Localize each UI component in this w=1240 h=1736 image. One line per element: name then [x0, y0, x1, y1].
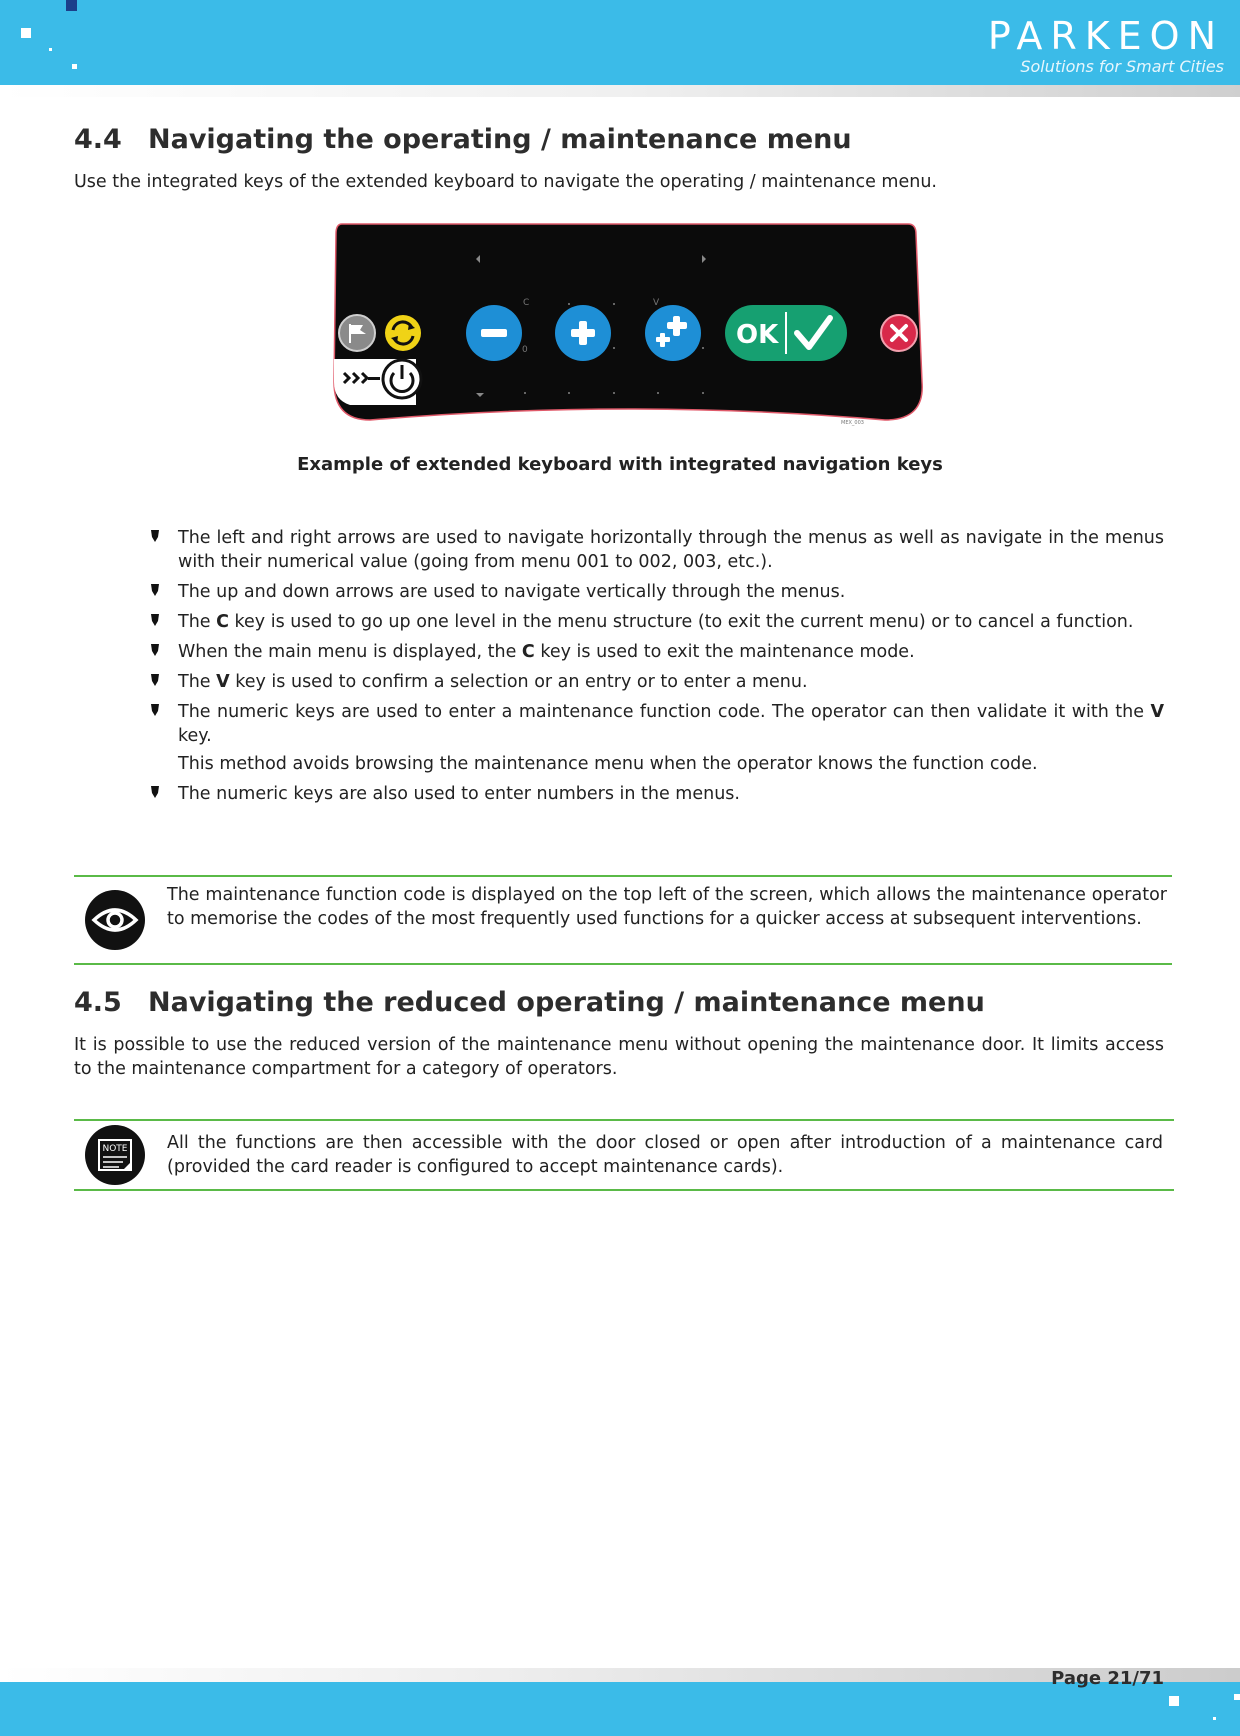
- decor-square: [49, 48, 52, 51]
- bullet-icon: [150, 673, 160, 687]
- key-name: C: [216, 612, 229, 632]
- bullet-icon: [150, 529, 160, 543]
- key-name: C: [521, 642, 535, 662]
- eye-icon: [85, 890, 145, 950]
- page-header-band: [0, 0, 1240, 85]
- bullet-text: The numeric keys are used to enter a maintenance function code. The operator can then validate it with the: [178, 702, 1151, 722]
- bullet-icon: [150, 583, 160, 597]
- bullet-text: The: [178, 672, 217, 692]
- section-heading-4-4: [74, 124, 852, 155]
- bullet-icon: [150, 613, 160, 627]
- continuation-text: This method avoids browsing the maintenance menu when the operator knows the function code.: [178, 754, 1038, 774]
- cancel-key-icon: [881, 315, 917, 351]
- list-item: [150, 782, 1164, 806]
- note-icon: [85, 1125, 145, 1185]
- list-item: [150, 580, 1164, 604]
- decor-square: [1169, 1696, 1179, 1706]
- section-number: 4.4: [74, 124, 122, 155]
- key-v-label: V: [653, 298, 660, 308]
- list-item: [150, 526, 1164, 574]
- bullet-text: The left and right arrows are used to navigate horizontally through the menus as well as navigate in the menus with their numerical value (going from menu 001 to 002, 003, etc.).: [178, 528, 1164, 572]
- bullet-icon: [150, 643, 160, 657]
- bullet-icon: [150, 703, 160, 717]
- section-intro: It is possible to use the reduced version of the maintenance menu without opening the maintenance door. It limits access to the maintenance compartment for a category of operators.: [74, 1035, 1164, 1079]
- bullet-text: key is used to exit the maintenance mode.: [534, 642, 915, 662]
- section-number: 4.5: [74, 987, 122, 1018]
- double-plus-key-icon: [645, 305, 701, 361]
- note-text: All the functions are then accessible with the door closed or open after introduction of a maintenance card (provided the card reader is configured to accept maintenance cards).: [167, 1133, 1163, 1177]
- key-name: V: [216, 672, 230, 692]
- logo-wordmark: PARKEON: [987, 14, 1224, 58]
- page-number: Page 21/71: [1051, 1668, 1164, 1689]
- note-icon-label: NOTE: [102, 1144, 128, 1154]
- decor-square: [66, 0, 77, 11]
- bullet-text: The up and down arrows are used to navigate vertically through the menus.: [178, 582, 846, 602]
- list-item: [150, 670, 1164, 694]
- ok-label: OK: [736, 320, 779, 350]
- decor-square: [1234, 1694, 1240, 1700]
- section-title: Navigating the operating / maintenance menu: [148, 124, 852, 155]
- bullet-icon: [150, 785, 160, 799]
- bullet-text: key is used to confirm a selection or an entry or to enter a menu.: [229, 672, 808, 692]
- refresh-icon: [385, 315, 421, 351]
- bullet-text: The numeric keys are also used to enter numbers in the menus.: [178, 784, 740, 804]
- callout-note: [74, 1119, 1174, 1191]
- bullet-text: key is used to go up one level in the menu structure (to exit the current menu) or to cancel a function.: [228, 612, 1134, 632]
- header-gray-strip: [0, 85, 1240, 97]
- figure-caption: Example of extended keyboard with integrated navigation keys: [297, 454, 943, 475]
- extended-keyboard-figure: [330, 222, 925, 426]
- list-item: [150, 640, 1164, 664]
- section-intro: Use the integrated keys of the extended keyboard to navigate the operating / maintenance menu.: [74, 172, 937, 192]
- callout-eye: [74, 875, 1172, 965]
- key-name: V: [1150, 702, 1164, 722]
- bullet-list: [150, 526, 1164, 812]
- section-heading-4-5: [74, 987, 985, 1018]
- key-zero-label: 0: [522, 345, 528, 355]
- list-item: [150, 700, 1164, 748]
- figure-ref-code: MEX_003: [841, 420, 864, 426]
- bullet-text: When the main menu is displayed, the: [178, 642, 522, 662]
- page-footer-band: [0, 1682, 1240, 1736]
- decor-square: [1213, 1717, 1216, 1720]
- power-icon: [383, 360, 421, 398]
- decor-square: [21, 28, 31, 38]
- section-title: Navigating the reduced operating / maintenance menu: [148, 987, 985, 1018]
- list-item-continuation: [150, 752, 1164, 776]
- minus-key-icon: [466, 305, 522, 361]
- logo-tagline: Solutions for Smart Cities: [1020, 57, 1224, 76]
- callout-text: The maintenance function code is displayed on the top left of the screen, which allows the maintenance operator to memorise the codes of the most frequently used functions for a quicker access at subsequent interventions.: [167, 885, 1167, 929]
- flag-icon: [339, 315, 375, 351]
- list-item: [150, 610, 1164, 634]
- decor-square: [72, 64, 77, 69]
- key-c-label: C: [523, 298, 530, 308]
- plus-key-icon: [555, 305, 611, 361]
- parkeon-logo: [964, 16, 1224, 74]
- bullet-text: key.: [178, 726, 212, 746]
- bullet-text: The: [178, 612, 217, 632]
